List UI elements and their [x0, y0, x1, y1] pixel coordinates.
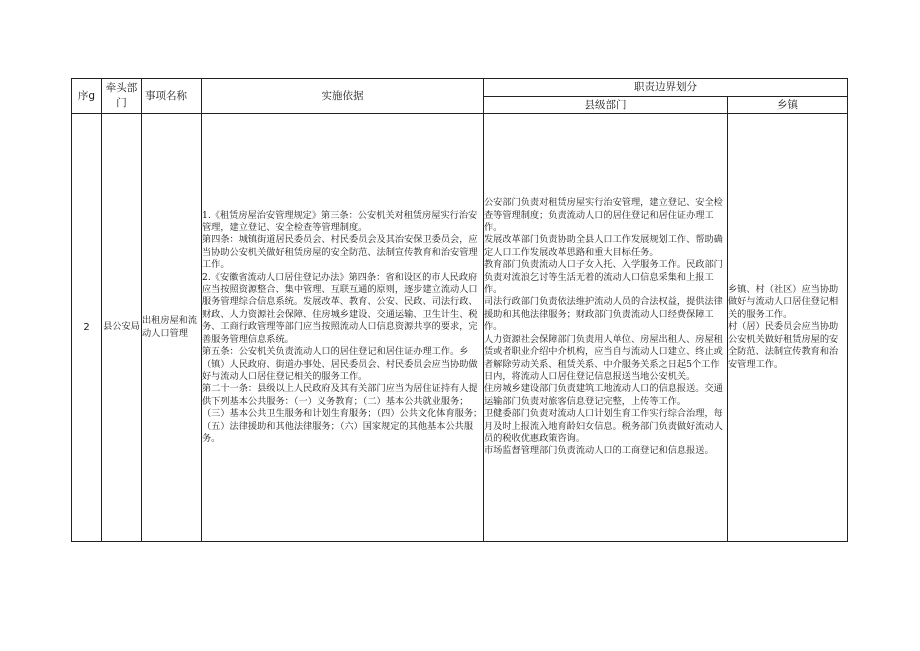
township-paragraph: 村（居）民委员会应当协助公安机关做好租赁房屋的安全防范、法制宣传教育和治安管理工作。: [728, 321, 839, 370]
row-seq: 2: [72, 114, 102, 542]
header-lead-dept: 牵头部门: [102, 79, 142, 114]
table-row: [72, 114, 848, 542]
header-seq: 序g: [72, 79, 102, 114]
county-paragraph: 人力资源社会保障部门负责用人单位、房屋出租人、房屋租赁或者职业介绍中介机构，应当自与流动人口建立、终止或者解除劳动关系、租赁关系、中介服务关系之日起5个工作日内，将流动人口居住登记信息报送当地公安机关。: [484, 333, 723, 382]
township-paragraph: 乡镇、村（社区）应当协助做好与流动人口居住登记相关的服务工作。: [728, 284, 839, 320]
header-item-name: 事项名称: [142, 79, 202, 114]
row-item-name: 出租房屋和流动人口管理: [142, 114, 202, 542]
row-basis: [202, 114, 484, 542]
county-paragraph: 教育部门负责流动人口子女入托、入学服务工作。民政部门负责对流浪乞讨等生活无着的流动人口信息采集和上报工作。: [484, 259, 723, 296]
county-paragraph: 公安部门负责对租赁房屋实行治安管理，建立登记、安全检查等管理制度；负责流动人口的居住登记和居住证办理工作。: [484, 197, 723, 234]
basis-paragraph: 第四条：城镇街道居民委员会、村民委员会及其治安保卫委员会，应当协助公安机关做好租赁房屋的安全防范、法制宣传教育和治安管理工作。: [202, 234, 478, 271]
responsibility-table: [71, 78, 848, 542]
basis-paragraph: 1.《租赁房屋治安管理规定》第三条：公安机关对租赁房屋实行治安管理，建立登记、安全检查等管理制度。: [202, 209, 478, 234]
county-paragraph: 住房城乡建设部门负责建筑工地流动人口的信息报送。交通运输部门负责对旅客信息登记完整，上传等工作。: [484, 383, 723, 407]
header-county-dept: 县级部门: [484, 97, 728, 114]
county-paragraph: 市场监督管理部门负责流动人口的工商登记和信息报送。: [484, 445, 714, 457]
row-county-duties: [484, 114, 728, 542]
county-paragraph: 司法行政部门负责依法维护流动人员的合法权益，提供法律援助和其他法律服务；财政部门负责流动人口经费保障工作。: [484, 296, 723, 333]
header-row-1: [72, 79, 848, 97]
basis-paragraph: 第五条：公安机关负责流动人口的居住登记和居住证办理工作。乡（镇）人民政府、街道办事处、居民委员会、村民委员会应当协助做好与流动人口居住登记相关的服务工作。: [202, 346, 478, 382]
county-paragraph: 发展改革部门负责协助全县人口工作发展规划工作、帮助确定人口工作发展改革思路和重大目标任务。: [484, 234, 723, 258]
header-township: 乡镇: [728, 97, 848, 114]
basis-paragraph: 2.《安徽省流动人口居住登记办法》第四条：省和设区的市人民政府应当按照资源整合、集中管理、互联互通的原则，逐步建立流动人口服务管理综合信息系统。发展改革、教育、公安、民政、司法行政、财政、人力资源社会保障、住房城乡建设、交通运输、卫生计生、税务、工商行政管理等部门应当按照流动人口信息资源共享的要求，完善服务管理信息系统。: [202, 271, 478, 345]
county-paragraph: 卫健委部门负责对流动人口计划生育工作实行综合治理，每月及时上报流入地育龄妇女信息。税务部门负责做好流动人员的税收优惠政策咨询。: [484, 408, 723, 444]
row-lead-dept: 县公安局: [102, 114, 142, 542]
basis-paragraph: 第二十一条：县级以上人民政府及其有关部门应当为居住证持有人提供下列基本公共服务：（一）义务教育；（二）基本公共就业服务；（三）基本公共卫生服务和计划生育服务；（四）公共文化体育服务；（五）法律援助和其他法律服务；（六）国家规定的其他基本公共服务。: [202, 383, 483, 444]
row-township-duties: [728, 114, 848, 542]
header-basis: 实施依据: [202, 79, 484, 114]
header-division: 职责边界划分: [484, 79, 848, 97]
